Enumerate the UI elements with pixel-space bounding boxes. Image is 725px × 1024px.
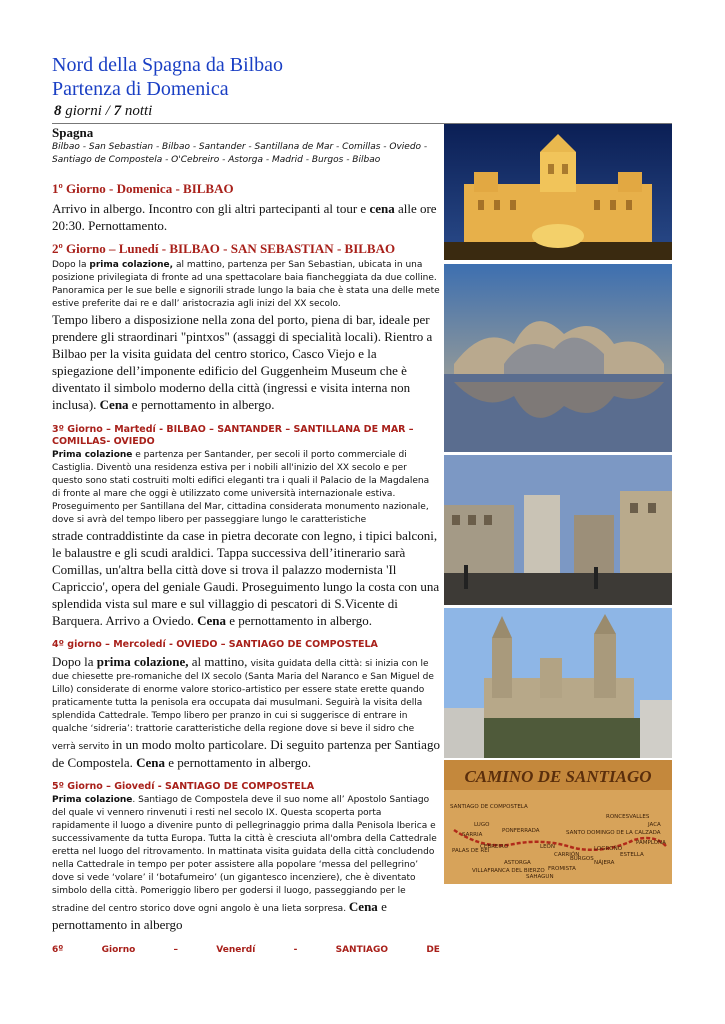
map-place: CEBREIRO bbox=[480, 844, 509, 850]
day-4-section bbox=[52, 639, 440, 772]
day-6-word: - bbox=[293, 945, 298, 955]
map-title: CAMINO DE SANTIAGO bbox=[464, 767, 652, 786]
day-5-text-a: . Santiago de Compostela deve il suo nome all’ Apostolo Santiago del quale vi vennero rinvenuti i resti nel secolo IX. Questa scoperta porta rapidamente il luogo a divenire punto di pellegrinaggio prima dalla Penisola Iberica e successivamente da tutta Europa. Tutta la città è cresciuta all'ombra della Cattedrale eretta nel luogo del ritrovamento. In mattinata visita guidata della città concludendo nella Cattedrale in tempo per poter assistere alla popolare ‘messa del pellegrino’ dove si vede ‘volare’ il ‘botafumeiro’ (un gigantesco incenziere), che è diventato simbolo della città. Pomeriggio libero per godersi il luogo, passeggiando per le stradine del centro storico dove ogni angolo è una lieta sorpresa. bbox=[52, 795, 437, 914]
day-1-text-a: Arrivo in albergo. Incontro con gli altri partecipanti al tour e bbox=[52, 201, 370, 216]
day-6-word: 6º bbox=[52, 945, 64, 955]
day-5-section bbox=[52, 781, 440, 934]
map-place: SAHAGUN bbox=[526, 874, 554, 880]
day-2-bold-dinner: Cena bbox=[99, 397, 129, 412]
day-4-heading: 4º giorno – Mercoledí - OVIEDO – SANTIAGO DE COMPOSTELA bbox=[52, 639, 378, 650]
map-place: LUGO bbox=[474, 822, 490, 828]
map-place: LOGROÑO bbox=[594, 846, 623, 852]
map-place: PAMPLONA bbox=[636, 840, 666, 846]
map-place: BURGOS bbox=[570, 856, 594, 862]
day-1-heading: 1º Giorno - Domenica - BILBAO bbox=[52, 181, 234, 196]
map-place: JACA bbox=[648, 822, 661, 828]
title-line-1: Nord della Spagna da Bilbao bbox=[52, 54, 284, 76]
photo-guggenheim-bilbao bbox=[444, 264, 672, 452]
day-2-text bbox=[52, 259, 440, 311]
day-4-text-c: visita guidata della città: si inizia con le due chiesette pre-romaniche del IX secolo (Santa Maria del Naranco e San Miguel de Lillo) considerate di enorme valore storico-artistico per essere state erette quando praticamente tutta la penisola era occupata dai musulmani. Seguirà la visita della splendida Cattedrale. Tempo libero per pranzo in cui si suggerisce di entrare in qualche ‘sidreria’: trattorie caratteristiche della regione dove si beve il sidro che verrà servito bbox=[52, 659, 434, 752]
day-1-text bbox=[52, 200, 440, 234]
day-3-text-2 bbox=[52, 527, 440, 629]
day-1-text-b: alle ore 20:30. Pernottamento. bbox=[52, 201, 437, 233]
day-1-section bbox=[52, 181, 440, 234]
day-6-word: DE bbox=[426, 945, 440, 955]
day-2-heading: 2º Giorno – Lunedí - BILBAO - SAN SEBASTIAN - BILBAO bbox=[52, 241, 396, 256]
map-place: PALAS DE REI bbox=[452, 848, 490, 854]
day-4-text bbox=[52, 653, 440, 772]
day-3-section bbox=[52, 424, 440, 629]
day-5-text bbox=[52, 794, 440, 934]
day-2-text-d: e pernottamento in albergo. bbox=[128, 397, 275, 412]
day-5-text-b: e pernottamento in albergo bbox=[52, 899, 387, 932]
day-4-bold-dinner: Cena bbox=[136, 755, 166, 770]
day-4-text-d: in un modo molto particolare. Di seguito partenza per Santiago de Compostela. bbox=[52, 737, 440, 770]
day-2-text-2 bbox=[52, 311, 440, 413]
map-place: FROMISTA bbox=[548, 866, 576, 872]
day-3-text-a: e partenza per Santander, per secoli il porto commerciale di Castiglia. Diventò una residenza estiva per i nobili all'inizio del XX secolo e per questo sono stati costruiti molti edifici eleganti tra i quali il Palacio de la Magdalena di fronte al mare che oggi è utilizzato come università internazionale estiva. Proseguimento per Santillana del Mar, cittadina considerata monumento nazionale, dove si avrà del tempo libero per passeggiare lungo le caratteristiche bbox=[52, 450, 430, 525]
day-5-bold-breakfast: Prima colazione bbox=[52, 795, 133, 805]
day-3-bold-dinner: Cena bbox=[197, 613, 227, 628]
map-place: CARRIÓN bbox=[554, 852, 580, 858]
day-6-word: Venerdí bbox=[216, 945, 256, 955]
duration bbox=[54, 103, 152, 120]
day-4-bold-breakfast: prima colazione, bbox=[96, 654, 189, 669]
map-place: LEÓN bbox=[540, 844, 555, 850]
photo-santiago-cathedral bbox=[444, 608, 672, 758]
map-place: ASTORGA bbox=[504, 860, 531, 866]
map-place: PONFERRADA bbox=[502, 828, 540, 834]
day-3-heading: 3º Giorno – Martedí - BILBAO – SANTANDER – SANTILLANA DE MAR –COMILLAS- OVIEDO bbox=[52, 424, 414, 447]
day-3-text bbox=[52, 449, 440, 527]
map-place: ESTELLA bbox=[620, 852, 644, 858]
day-2-text-b: al mattino, partenza per San Sebastian, ubicata in una posizione privilegiata di fronte ad una spettacolare baia fiancheggiata da due colline. Panoramica per le sue belle e signorili strade lungo la baia che è stata una delle mete estive preferite dai re e dall’ aristocrazia agli inizi del XX secolo. bbox=[52, 260, 440, 309]
map-place: SANTIAGO DE COMPOSTELA bbox=[450, 804, 528, 810]
day-2-section bbox=[52, 241, 440, 413]
page-title bbox=[52, 53, 283, 101]
day-3-text-b: strade contraddistinte da case in pietra decorate con legno, i tipici balconi, le balaustre e gli scudi araldici. Tappa successiva dell’itinerario sarà Comillas, un'altra bella città dove si trova il palazzo modernista 'Il Capriccio', opera del geniale Gaudi. Proseguimento lungo la costa con una splendida vista sul mare e sul villaggio di pescatori di S.Vicente di Barquera. Arrivo a Oviedo. bbox=[52, 528, 440, 628]
day-6-word: SANTIAGO bbox=[335, 945, 389, 955]
nights-number: 7 bbox=[113, 103, 122, 119]
day-3-bold-breakfast: Prima colazione bbox=[52, 450, 133, 460]
country-label: Spagna bbox=[52, 125, 94, 140]
day-5-bold-dinner: Cena bbox=[348, 899, 378, 914]
day-5-heading: 5º Giorno – Giovedí - SANTIAGO DE COMPOSTELA bbox=[52, 781, 315, 792]
photo-madrid-palace bbox=[444, 124, 672, 260]
days-word: giorni / bbox=[65, 103, 110, 119]
day-6-word: – bbox=[173, 945, 179, 955]
title-line-2: Partenza di Domenica bbox=[52, 78, 229, 100]
nights-word: notti bbox=[124, 103, 153, 119]
day-6-heading bbox=[52, 945, 440, 955]
day-6-word: Giorno bbox=[101, 945, 136, 955]
day-2-text-c: Tempo libero a disposizione nella zona del porto, piena di bar, ideale per prendere gli straordinari "pintxos" (assaggi di specialità locali). Rientro a Bilbao per la visita guidata del centro storico, Casco Viejo e la spiegazione dell’imponente edificio del Guggenheim Museum che è diventato il simbolo moderno della città (ingressi e visita interna non inclusa). bbox=[52, 312, 433, 412]
day-1-bold-dinner: cena bbox=[369, 201, 395, 216]
map-place: SANTO DOMINGO DE LA CALZADA bbox=[566, 830, 661, 836]
map-place: VILLAFRANCA DEL BIERZO bbox=[472, 868, 545, 874]
days-number: 8 bbox=[54, 103, 62, 119]
map-place: RONCESVALLES bbox=[606, 814, 650, 820]
map-place: NÁJERA bbox=[594, 860, 615, 866]
photo-santander-street bbox=[444, 455, 672, 605]
day-4-text-b: al mattino, bbox=[188, 654, 251, 669]
day-2-bold-breakfast: prima colazione, bbox=[89, 260, 174, 270]
photo-camino-map bbox=[444, 760, 672, 884]
day-3-text-c: e pernottamento in albergo. bbox=[226, 613, 372, 628]
day-4-text-e: e pernottamento in albergo. bbox=[165, 755, 311, 770]
route-list: Bilbao - San Sebastian - Bilbao - Santander - Santillana de Mar - Comillas - Oviedo - Santiago de Compostela - O'Cebreiro - Astorga - Madrid - Burgos - Bilbao bbox=[52, 142, 428, 165]
day-4-text-a: Dopo la bbox=[52, 654, 97, 669]
map-place: SARRIA bbox=[462, 832, 483, 838]
day-2-text-a: Dopo la bbox=[52, 260, 90, 270]
